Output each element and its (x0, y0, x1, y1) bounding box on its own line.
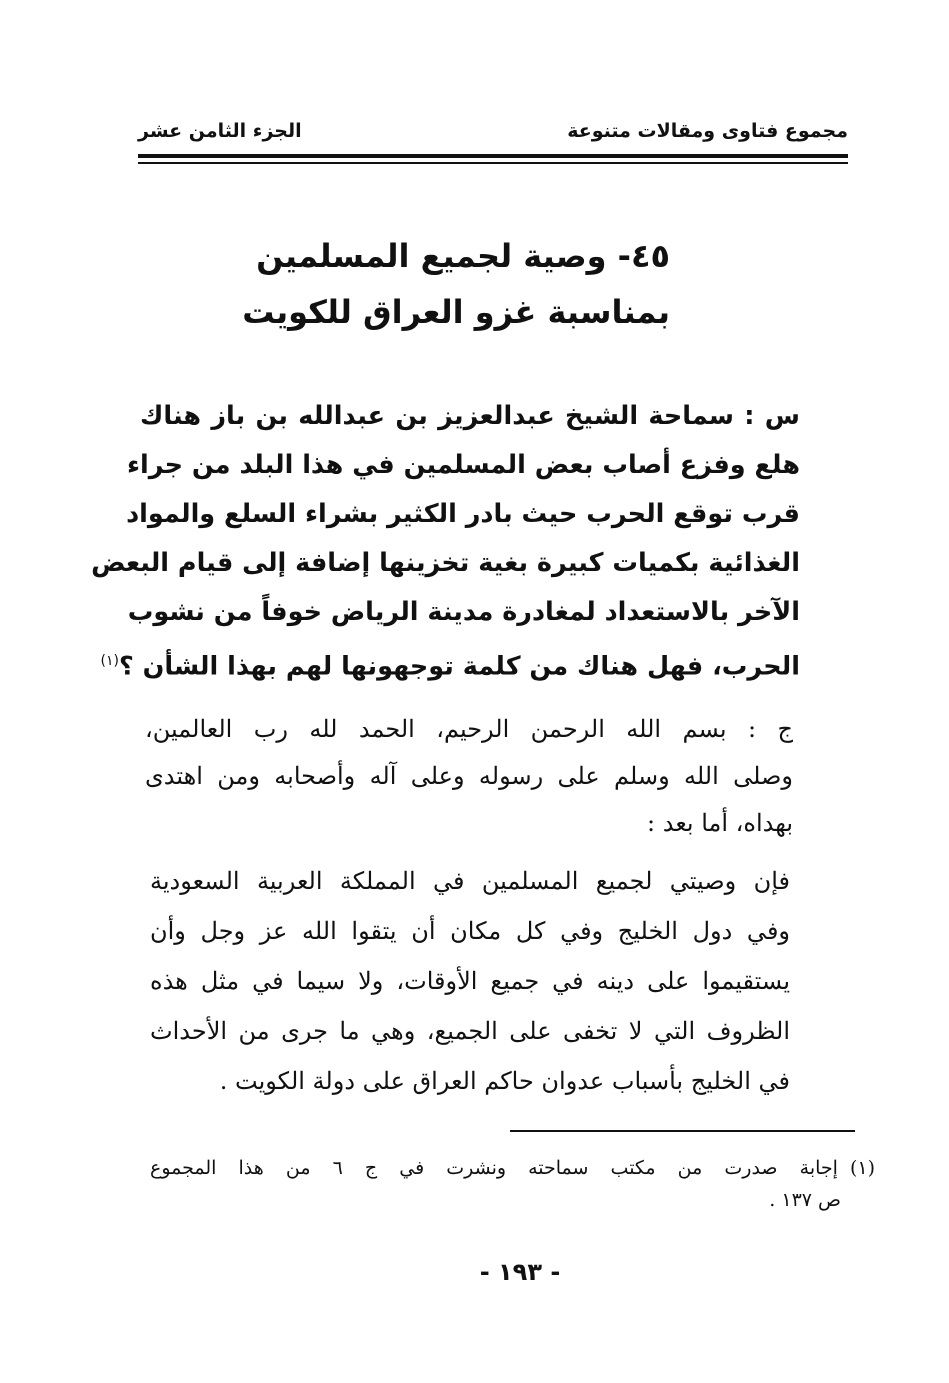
answer-line: وصلى الله وسلم على رسوله وعلى آله وأصحابه ومن اهتدى (145, 762, 793, 790)
header-book-title: مجموع فتاوى ومقالات متنوعة (567, 120, 848, 142)
footnote-separator (510, 1130, 855, 1132)
answer-body-line: يستقيموا على دينه في جميع الأوقات، ولا سيما في مثل هذه (150, 967, 791, 995)
answer-body-line: في الخليج بأسباب عدوان حاكم العراق على دولة الكويت . (219, 1067, 790, 1095)
question-line: س : سماحة الشيخ عبدالعزيز بن عبدالله بن باز هناك (140, 401, 800, 431)
answer-body-line: وفي دول الخليج وفي كل مكان أن يتقوا الله عز وجل وأن (150, 917, 790, 945)
question-line: الآخر بالاستعداد لمغادرة مدينة الرياض خوفاً من نشوب (127, 597, 800, 627)
question-line: قرب توقع الحرب حيث بادر الكثير بشراء السلع والمواد (126, 499, 800, 529)
answer-body-line: الظروف التي لا تخفى على الجميع، وهي ما جرى من الأحداث (150, 1017, 790, 1045)
running-header (138, 118, 848, 152)
title-line: بمناسبة غزو العراق للكويت (242, 293, 670, 331)
footnote-text: إجابة صدرت من مكتب سماحته ونشرت في ج ٦ من هذا المجموع (150, 1157, 838, 1179)
footnote-first-line (150, 1152, 875, 1184)
title-line: ٤٥- وصية لجميع المسلمين (256, 237, 670, 275)
question-last-line (100, 637, 800, 692)
answer-line: بهداه، أما بعد : (647, 809, 793, 837)
footnote-number: (١) (849, 1157, 875, 1179)
footnote-reference[interactable]: (١) (100, 653, 119, 669)
answer-body-line: فإن وصيتي لجميع المسلمين في المملكة العربية السعودية (150, 867, 790, 895)
footnote-text-continued: ص ١٣٧ . (769, 1189, 841, 1211)
question-paragraph (91, 392, 800, 692)
answer-opening (145, 706, 793, 847)
question-line: هلع وفزع أصاب بعض المسلمين في هذا البلد من جراء (126, 450, 800, 480)
answer-body (150, 856, 790, 1106)
header-rule-thin (138, 162, 848, 164)
footnote-second-line (150, 1184, 875, 1216)
footnote (150, 1152, 875, 1216)
question-line-text: الحرب، فهل هناك من كلمة توجهونها لهم بهذا الشأن ؟ (118, 651, 800, 682)
question-line: الغذائية بكميات كبيرة بغية تخزينها إضافة إلى قيام البعض (91, 548, 800, 578)
answer-line: ج : بسم الله الرحمن الرحيم، الحمد لله رب العالمين، (145, 715, 793, 743)
article-title (200, 228, 670, 340)
page-number: - ١٩٣ - (479, 1258, 561, 1286)
header-rule-thick (138, 154, 848, 158)
header-volume: الجزء الثامن عشر (138, 120, 302, 142)
